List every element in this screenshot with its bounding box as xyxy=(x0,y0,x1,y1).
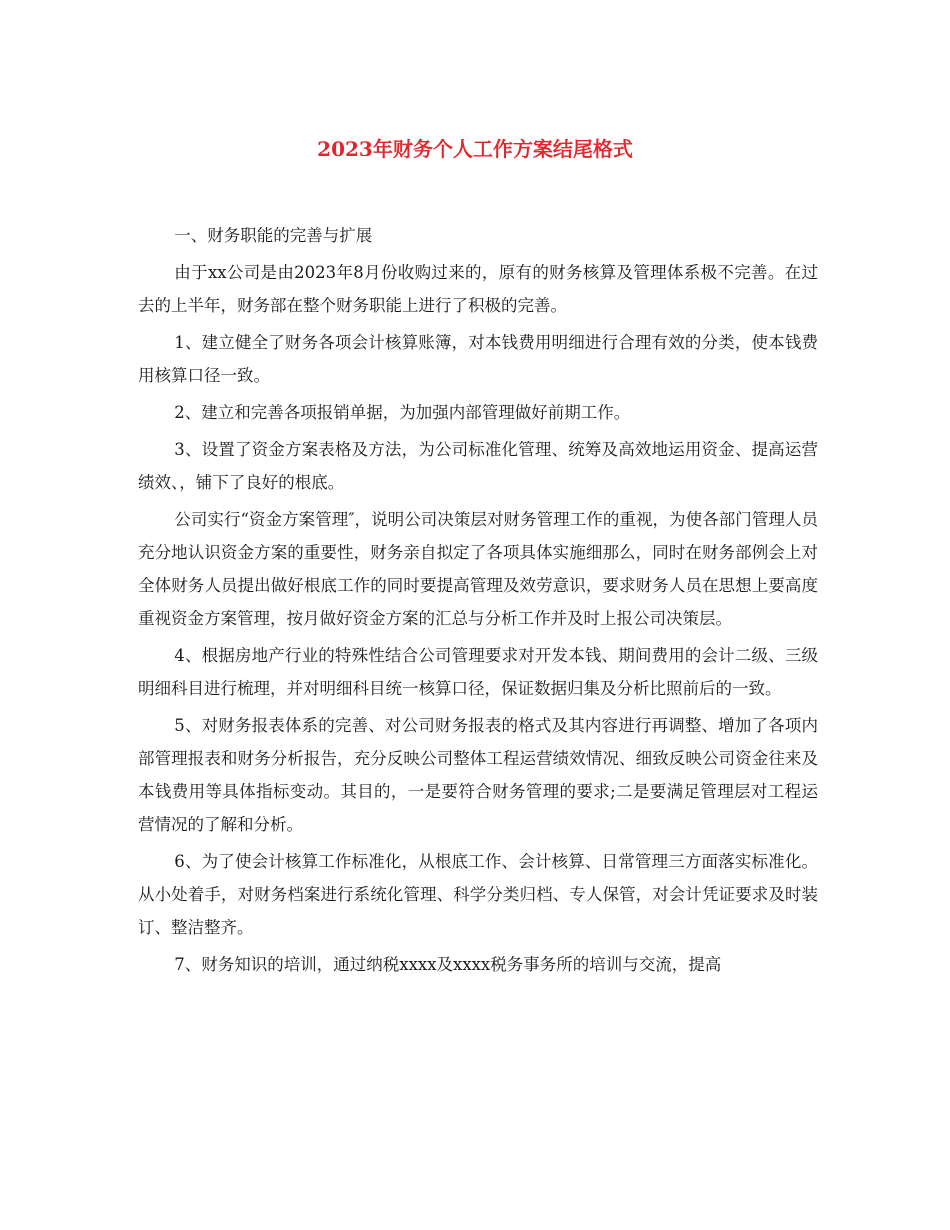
paragraph: 5、对财务报表体系的完善、对公司财务报表的格式及其内容进行再调整、增加了各项内部管理报表和财务分析报告，充分反映公司整体工程运营绩效情况、细致反映公司资金往来及本钱费用等具体指标变动。其目的，一是要符合财务管理的要求;二是要满足管理层对工程运营情况的了解和分析。 xyxy=(138,716,818,834)
document-title: 2023年财务个人工作方案结尾格式 xyxy=(317,137,633,161)
paragraph: 由于xx公司是由2023年8月份收购过来的，原有的财务核算及管理体系极不完善。在过去的上半年，财务部在整个财务职能上进行了积极的完善。 xyxy=(138,263,818,315)
section-heading: 一、财务职能的完善与扩展 xyxy=(174,226,373,245)
paragraph: 公司实行“资金方案管理″，说明公司决策层对财务管理工作的重视，为使各部门管理人员充分地认识资金方案的重要性，财务亲自拟定了各项具体实施细那么，同时在财务部例会上对全体财务人员提出做好根底工作的同时要提高管理及效劳意识，要求财务人员在思想上要高度重视资金方案管理，按月做好资金方案的汇总与分析工作并及时上报公司决策层。 xyxy=(138,510,818,628)
paragraph: 1、建立健全了财务各项会计核算账簿，对本钱费用明细进行合理有效的分类，使本钱费用核算口径一致。 xyxy=(138,333,818,385)
paragraph: 4、根据房地产行业的特殊性结合公司管理要求对开发本钱、期间费用的会计二级、三级明细科目进行梳理，并对明细科目统一核算口径，保证数据归集及分析比照前后的一致。 xyxy=(138,646,818,698)
paragraph: 7、财务知识的培训，通过纳税xxxx及xxxx税务事务所的培训与交流，提高 xyxy=(174,955,722,974)
paragraph: 6、为了使会计核算工作标准化，从根底工作、会计核算、日常管理三方面落实标准化。从小处着手，对财务档案进行系统化管理、科学分类归档、专人保管，对会计凭证要求及时装订、整洁整齐。 xyxy=(138,852,818,937)
paragraph: 3、设置了资金方案表格及方法，为公司标准化管理、统筹及高效地运用资金、提高运营绩效、，铺下了良好的根底。 xyxy=(138,440,818,492)
document-body xyxy=(138,219,818,985)
paragraph: 2、建立和完善各项报销单据，为加强内部管理做好前期工作。 xyxy=(174,403,631,422)
